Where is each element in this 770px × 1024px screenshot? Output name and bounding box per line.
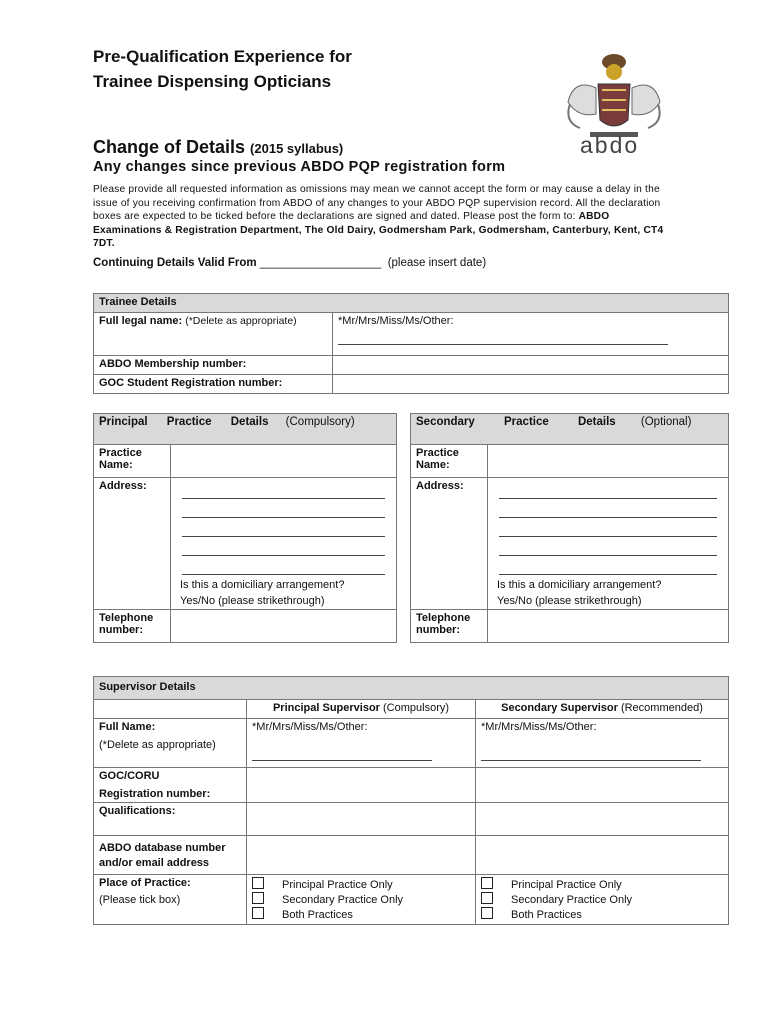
principal-header (94, 414, 397, 445)
supervisor-details-table (93, 676, 729, 925)
secondary-h2: Practice (504, 416, 549, 428)
principal-address-label: Address: (94, 478, 171, 610)
supervisor-header: Supervisor Details (94, 677, 729, 700)
place-of-practice-label: Place of Practice: (99, 877, 191, 889)
secondary-header (411, 414, 729, 445)
title-line-1: Pre-Qualification Experience for (93, 47, 352, 66)
principal-supervisor-title-options: *Mr/Mrs/Miss/Ms/Other: (252, 721, 368, 733)
secondary-supervisor-name-field[interactable] (476, 719, 729, 768)
continuing-details-line (93, 257, 486, 269)
qualifications-label: Qualifications: (94, 803, 247, 836)
abdo-database-label-2: and/or email address (99, 857, 210, 869)
trainee-title-options: *Mr/Mrs/Miss/Ms/Other: (338, 315, 454, 327)
principal-supervisor-name-field[interactable] (247, 719, 476, 768)
principal-supervisor-reg-field[interactable] (247, 768, 476, 803)
abdo-logo-text: abdo (580, 132, 640, 158)
abdo-database-cell (94, 836, 247, 875)
principal-telephone-field[interactable] (171, 610, 397, 643)
full-name-cell (94, 719, 247, 768)
goc-label: GOC Student Registration number: (94, 375, 333, 394)
trainee-name-field[interactable] (333, 313, 729, 356)
supervisor-blank-header (94, 700, 247, 719)
goc-field[interactable] (333, 375, 729, 394)
secondary-address-label: Address: (411, 478, 488, 610)
principal-practice-name-label: Practice Name: (94, 445, 171, 478)
principal-supervisor-qualifications-field[interactable] (247, 803, 476, 836)
secondary-option-principal-checkbox[interactable] (481, 877, 493, 889)
secondary-supervisor-title-options: *Mr/Mrs/Miss/Ms/Other: (481, 721, 597, 733)
tick-box-note: (Please tick box) (99, 894, 181, 906)
secondary-option-secondary-label: Secondary Practice Only (511, 894, 633, 906)
intro-paragraph (93, 183, 673, 251)
goc-coru-cell (94, 768, 247, 803)
full-name-label: Full Name: (99, 721, 156, 733)
principal-supervisor-place-options (247, 875, 476, 925)
secondary-option-both-label: Both Practices (511, 909, 582, 921)
change-of-details-label: Change of Details (93, 137, 246, 157)
membership-field[interactable] (333, 356, 729, 375)
abdo-database-label-1: ABDO database number (99, 842, 226, 854)
secondary-option-both-checkbox[interactable] (481, 907, 493, 919)
secondary-supervisor-qualifications-field[interactable] (476, 803, 729, 836)
principal-option-principal-checkbox[interactable] (252, 877, 264, 889)
place-of-practice-cell (94, 875, 247, 925)
secondary-option-principal-label: Principal Practice Only (511, 879, 622, 891)
secondary-practice-table (410, 413, 729, 643)
secondary-yesno[interactable]: Yes/No (please strikethrough) (497, 595, 642, 607)
continuing-hint: (please insert date) (387, 257, 487, 269)
form-title (93, 44, 352, 94)
principal-supervisor-header (247, 700, 476, 719)
principal-address-field[interactable] (171, 478, 397, 610)
principal-telephone-label: Telephone number: (94, 610, 171, 643)
principal-yesno[interactable]: Yes/No (please strikethrough) (180, 595, 325, 607)
principal-supervisor-database-field[interactable] (247, 836, 476, 875)
secondary-telephone-field[interactable] (488, 610, 729, 643)
change-of-details-heading (93, 137, 343, 158)
secondary-supervisor-name-underline (481, 759, 701, 761)
continuing-date-field[interactable]: ___________________ (259, 257, 382, 269)
trainee-details-table (93, 293, 729, 394)
principal-practice-name-field[interactable] (171, 445, 397, 478)
secondary-h3: Details (577, 416, 616, 428)
secondary-supervisor-place-options (476, 875, 729, 925)
syllabus-label: (2015 syllabus) (250, 141, 344, 156)
trainee-name-underline (338, 343, 668, 345)
delete-note: (*Delete as appropriate) (185, 315, 297, 327)
secondary-supervisor-note: (Recommended) (620, 702, 703, 714)
secondary-telephone-label: Telephone number: (411, 610, 488, 643)
principal-supervisor-name-underline (252, 759, 432, 761)
supervisor-delete-note: (*Delete as appropriate) (99, 739, 216, 751)
postal-address: ABDO Examinations & Registration Department, The Old Dairy, Godmersham Park, Godmersham, Canterbury, Kent, CT4 7DT. (93, 211, 664, 249)
secondary-practice-name-field[interactable] (488, 445, 729, 478)
continuing-label: Continuing Details Valid From (93, 257, 257, 269)
principal-option-secondary-label: Secondary Practice Only (282, 894, 404, 906)
principal-h3: Details (230, 416, 269, 428)
full-legal-name-cell (94, 313, 333, 356)
secondary-option-secondary-checkbox[interactable] (481, 892, 493, 904)
secondary-h1: Secondary (416, 416, 475, 428)
principal-option-both-checkbox[interactable] (252, 907, 264, 919)
secondary-domiciliary: Is this a domiciliary arrangement? (497, 579, 662, 591)
secondary-supervisor-label: Secondary Supervisor (501, 702, 618, 714)
principal-domiciliary: Is this a domiciliary arrangement? (180, 579, 345, 591)
principal-h1: Principal (99, 416, 148, 428)
principal-practice-table (93, 413, 397, 643)
principal-option-secondary-checkbox[interactable] (252, 892, 264, 904)
principal-supervisor-label: Principal Supervisor (272, 702, 380, 714)
secondary-practice-name-label: Practice Name: (411, 445, 488, 478)
secondary-supervisor-header (476, 700, 729, 719)
goc-coru-label: GOC/CORU (99, 770, 160, 782)
membership-label: ABDO Membership number: (94, 356, 333, 375)
trainee-header: Trainee Details (94, 294, 729, 313)
registration-number-label: Registration number: (99, 788, 211, 800)
secondary-supervisor-database-field[interactable] (476, 836, 729, 875)
intro-text: Please provide all requested information as omissions may mean we cannot accept the form or may cause a delay in the issue of you receiving confirmation from ABDO of any changes to your ABDO PQP supervision record. All the declaration boxes are expected to be ticked before the declarations are signed and dated. Please post the form to: (93, 184, 661, 222)
principal-option-principal-label: Principal Practice Only (282, 879, 393, 891)
secondary-h4: (Optional) (640, 416, 692, 428)
principal-option-both-label: Both Practices (282, 909, 353, 921)
principal-supervisor-note: (Compulsory) (383, 702, 450, 714)
full-legal-name-label: Full legal name: (99, 315, 183, 327)
principal-h4: (Compulsory) (285, 416, 355, 428)
principal-h2: Practice (166, 416, 212, 428)
secondary-supervisor-reg-field[interactable] (476, 768, 729, 803)
secondary-address-field[interactable] (488, 478, 729, 610)
title-line-2: Trainee Dispensing Opticians (93, 72, 332, 91)
any-changes-subheading: Any changes since previous ABDO PQP registration form (93, 159, 506, 175)
